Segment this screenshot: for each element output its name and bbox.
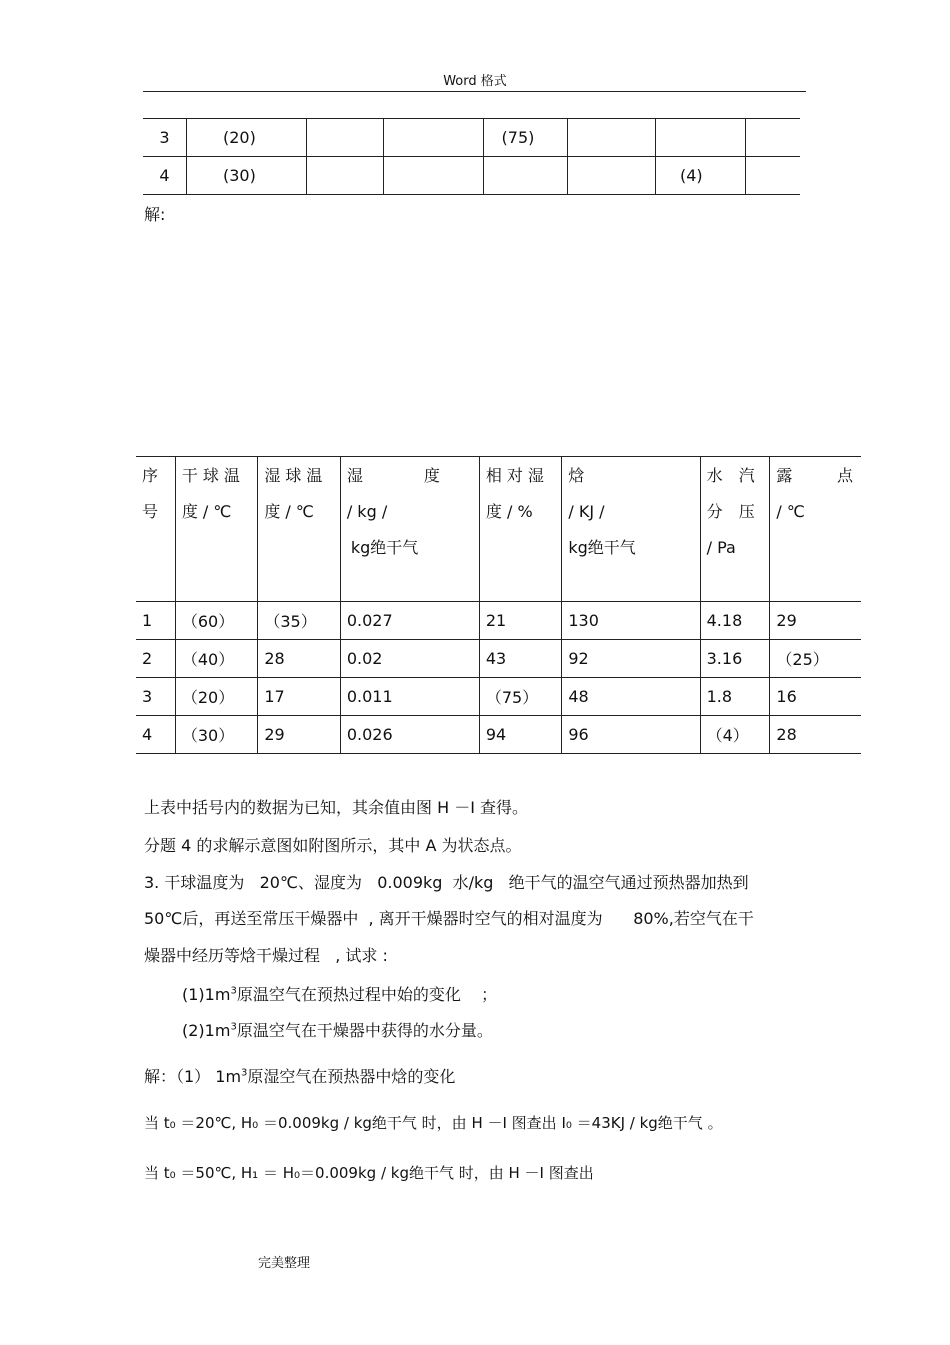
table-cell: （30） — [175, 716, 258, 754]
table-cell: 94 — [479, 716, 562, 754]
table-cell: （60） — [175, 602, 258, 640]
page-footer: 完美整理 — [258, 1256, 311, 1271]
header-cell: 湿球温 度 / ℃ — [258, 457, 341, 602]
table-cell: 29 — [258, 716, 341, 754]
problem-statement: 3. 干球温度为 20℃、湿度为 0.009kg 水/kg 绝干气的温空气通过预热器加热到 — [144, 873, 749, 892]
table-cell: 0.026 — [340, 716, 479, 754]
table-header-row — [136, 457, 861, 602]
table-row — [136, 716, 861, 754]
table-row — [136, 678, 861, 716]
header-cell: 水 汽 分 压 / Pa — [700, 457, 770, 602]
table-cell: 3.16 — [700, 640, 770, 678]
header-cell: 序 号 — [136, 457, 175, 602]
solution-step: 当 t₀ ＝50℃, H₁ ＝ H₀＝0.009kg / kg绝干气 时，由 H －I 图查出 — [144, 1164, 594, 1182]
table-cell: (75) — [483, 119, 567, 157]
table-cell: 3 — [136, 678, 175, 716]
table-row — [143, 119, 800, 157]
table-cell: 0.011 — [340, 678, 479, 716]
problem-statement: 燥器中经历等焓干燥过程 , 试求 : — [144, 946, 388, 965]
solution-step: 当 t₀ ＝20℃, H₀ ＝0.009kg / kg绝干气 时，由 H －I 图查出 I₀ ＝43KJ / kg绝干气 。 — [144, 1114, 723, 1132]
table-cell: 0.027 — [340, 602, 479, 640]
table-cell — [384, 119, 483, 157]
partial-table — [143, 118, 800, 195]
table-cell: 21 — [479, 602, 562, 640]
solution-label: 解: — [144, 205, 166, 224]
header-cell: 相对湿 度 / % — [479, 457, 562, 602]
header-rule — [143, 91, 806, 92]
table-cell: （75） — [479, 678, 562, 716]
table-cell: 43 — [479, 640, 562, 678]
table-cell: 130 — [562, 602, 700, 640]
page-header: Word 格式 — [443, 74, 507, 89]
table-cell: 1.8 — [700, 678, 770, 716]
table-cell: (4) — [656, 157, 746, 195]
table-cell: 92 — [562, 640, 700, 678]
table-cell: 16 — [770, 678, 861, 716]
table-cell: 96 — [562, 716, 700, 754]
table-cell — [567, 157, 655, 195]
table-cell: 4.18 — [700, 602, 770, 640]
table-row — [143, 157, 800, 195]
table-cell: 2 — [136, 640, 175, 678]
table-cell — [746, 157, 801, 195]
table-cell — [746, 119, 801, 157]
table-cell: 28 — [770, 716, 861, 754]
table-cell: 28 — [258, 640, 341, 678]
header-cell: 湿 度 / kg / kg绝干气 — [340, 457, 479, 602]
table-cell — [307, 157, 384, 195]
question-1: $(1)1m^3$原温空气在预热过程中始的变化 ； — [182, 985, 498, 1004]
table-cell — [307, 119, 384, 157]
table-cell: 0.02 — [340, 640, 479, 678]
table-cell: 4 — [136, 716, 175, 754]
table-cell: 48 — [562, 678, 700, 716]
table-cell: 3 — [143, 119, 187, 157]
solution-step: 解：（1） $1m^3$原湿空气在预热器中焓的变化 — [144, 1067, 456, 1086]
table-cell: 1 — [136, 602, 175, 640]
problem-statement: 50℃后，再送至常压干燥器中 , 离开干燥器时空气的相对温度为 80%,若空气在干 — [144, 909, 754, 928]
question-2: $(2)1m^3$原温空气在干燥器中获得的水分量。 — [182, 1021, 493, 1040]
table-cell: 4 — [143, 157, 187, 195]
table-row — [136, 640, 861, 678]
humid-air-table — [136, 456, 861, 754]
paragraph: 上表中括号内的数据为已知，其余值由图 H －I 查得。 — [144, 798, 529, 817]
header-cell: 干球温 度 / ℃ — [175, 457, 258, 602]
table-cell — [384, 157, 483, 195]
table-cell — [656, 119, 746, 157]
table-cell: (30) — [187, 157, 307, 195]
table-cell: （35） — [258, 602, 341, 640]
table-cell: （25） — [770, 640, 861, 678]
table-cell — [567, 119, 655, 157]
header-cell: 焓 / KJ / kg绝干气 — [562, 457, 700, 602]
table-row — [136, 602, 861, 640]
paragraph: 分题 4 的求解示意图如附图所示，其中 A 为状态点。 — [144, 836, 522, 855]
table-cell: 29 — [770, 602, 861, 640]
table-cell: （40） — [175, 640, 258, 678]
header-cell: 露 点 / ℃ — [770, 457, 861, 602]
table-cell: (20) — [187, 119, 307, 157]
table-cell — [483, 157, 567, 195]
table-cell: （20） — [175, 678, 258, 716]
table-cell: 17 — [258, 678, 341, 716]
table-cell: （4） — [700, 716, 770, 754]
